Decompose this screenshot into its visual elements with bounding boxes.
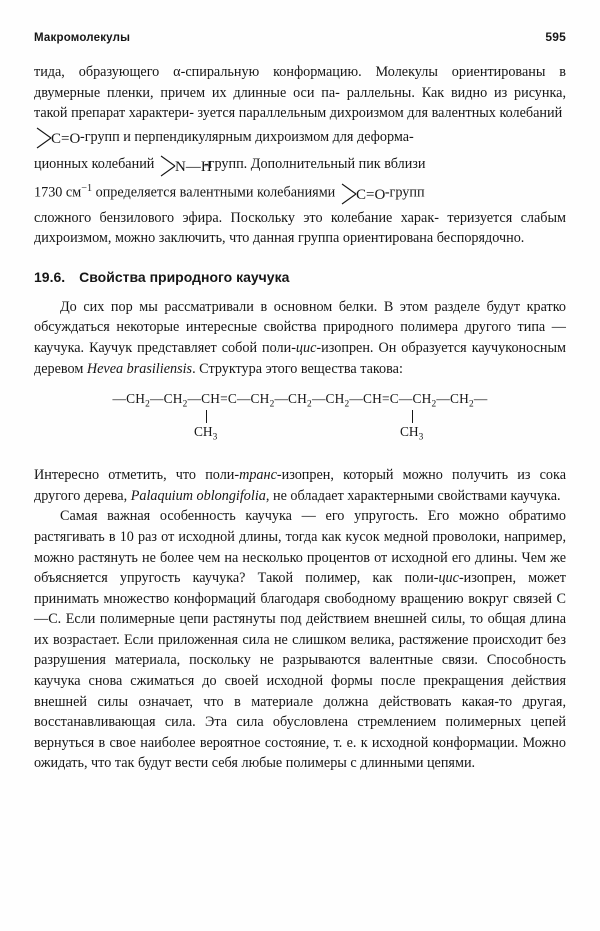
para1-tail-line-2: теризуется слабым дихроизмом, можно заключить, что данная [34,209,566,247]
para2-italic-species: Hevea brasiliensis [86,360,193,377]
para1-line-2: ориентированы в двумерные пленки, причем их длинные оси па- [34,64,566,101]
para3-italic-trans: транс [239,467,277,484]
structure-chain: $—CH_2—CH_2—CH=C—CH_2—CH_2—CH_2—CH=C—CH_2—CH_2—$ [112,391,488,410]
formula-line-2-after: -групп. Дополнительный пик вблизи [203,156,426,173]
running-head [34,30,566,44]
formula-line-3-after: -групп [384,184,425,201]
section-title: Свойства природного каучука [79,268,290,285]
para2-part1: До сих пор мы рассматривали в основном белки. В этом разделе будут кратко обсуждаться некоторые интересные свойства природного полимера другого типа — каучука. Каучук представляет собой поли- [34,298,566,356]
formula-line-1-text: -групп и перпендикулярным дихроизмом для деформа- [80,128,414,145]
wavenumber-exponent: −1 [81,183,93,195]
para4-italic-cis: цис [438,570,459,587]
para1-tail-line-1: сложного бензилового эфира. Поскольку это колебание харак- [34,209,439,226]
para3-part1: Интересно отметить, что поли- [34,467,240,484]
svg-text:C=O: C=O [355,186,386,203]
formula-line-3-mid: определяется валентными колебаниями [95,184,336,201]
para3-italic-species: Palaquium oblongifolia [130,487,266,504]
para1-line-3: раллельны. Как видно из рисунка, такой препарат характери- [34,84,567,122]
svg-text:N—H: N—H [174,158,212,175]
page-number: 595 [545,30,566,44]
formula-line-2 [34,151,566,179]
para1-tail-line-3: группа ориентирована беспорядочно. [298,230,525,247]
methyl-right: $CH_3$ [400,423,424,443]
amine-group-icon [159,158,212,175]
paragraph-3 [34,465,566,506]
carbonyl-group-icon-2 [340,186,384,201]
section-number: 19.6. [34,268,66,285]
para2-italic-cis: цис [295,339,317,356]
para2-part3: . Структура этого вещества такова: [192,360,403,377]
para3-part3: , не обладает характерными свойствами каучука. [265,487,561,504]
svg-text:C=O: C=O [51,130,81,147]
carbonyl-group-icon [35,130,79,145]
formula-line-3 [34,179,566,207]
para4-part2: -изопрен, может принимать множество конформаций благодаря свободному вращению вокруг связей С—С. Если полимерные цепи растянуты под действием внешней силы, то общая длина их возрастает. Если приложенная сила не слишком велика, растяжение происходит без разрушения материала, поскольку не разрываются валентные связи. Способность каучука снова сжиматься до своей исходной формы после прекращения действия внешней силы означает, что в материале должна действовать какая-то другая, восстанавливающая сила. Эта сила обусловлена стремлением полимерных цепей вернуться в свое наиболее вероятное состояние, т. е. к исходной конформации. Можно ожидать, что так будут вести себя любые полимеры с длинными цепями. [34,570,567,772]
para2-part2: -изопрен. Он образуется каучуконосным деревом [34,339,566,377]
chemical-structure-diagram [34,391,566,455]
paragraph-continuation [34,62,566,124]
para3-part2: -изопрен, который можно получить из сока другого дерева, [34,467,566,504]
formula-line-1 [34,124,566,152]
structure-substituents [34,410,566,444]
paragraph-2 [34,297,566,379]
para1-line-1: тида, образующего α-спиральную конформацию. Молекулы [34,64,438,80]
running-title: Макромолекулы [34,32,131,44]
formula-line-2-before: ционных колебаний [34,156,155,173]
bond-line-left [206,410,207,423]
section-heading [34,269,566,285]
paragraph-1-tail [34,208,566,249]
methyl-left: $CH_3$ [194,423,218,443]
para1-line-4: зуется параллельным дихроизмом для валентных колебаний [197,105,563,122]
paragraph-4 [34,506,566,774]
bond-line-right [412,410,413,423]
wavenumber-value: 1730 см [34,184,82,201]
para4-part1: Самая важная особенность каучука — его упругость. Его можно обратимо растягивать в 10 раз от исходной длины, тогда как кусок медной проволоки, например, можно растянуть не более чем на несколько процентов от исходной его длины. Чем же объясняется упругость каучука? Такой полимер, как поли- [34,508,566,587]
